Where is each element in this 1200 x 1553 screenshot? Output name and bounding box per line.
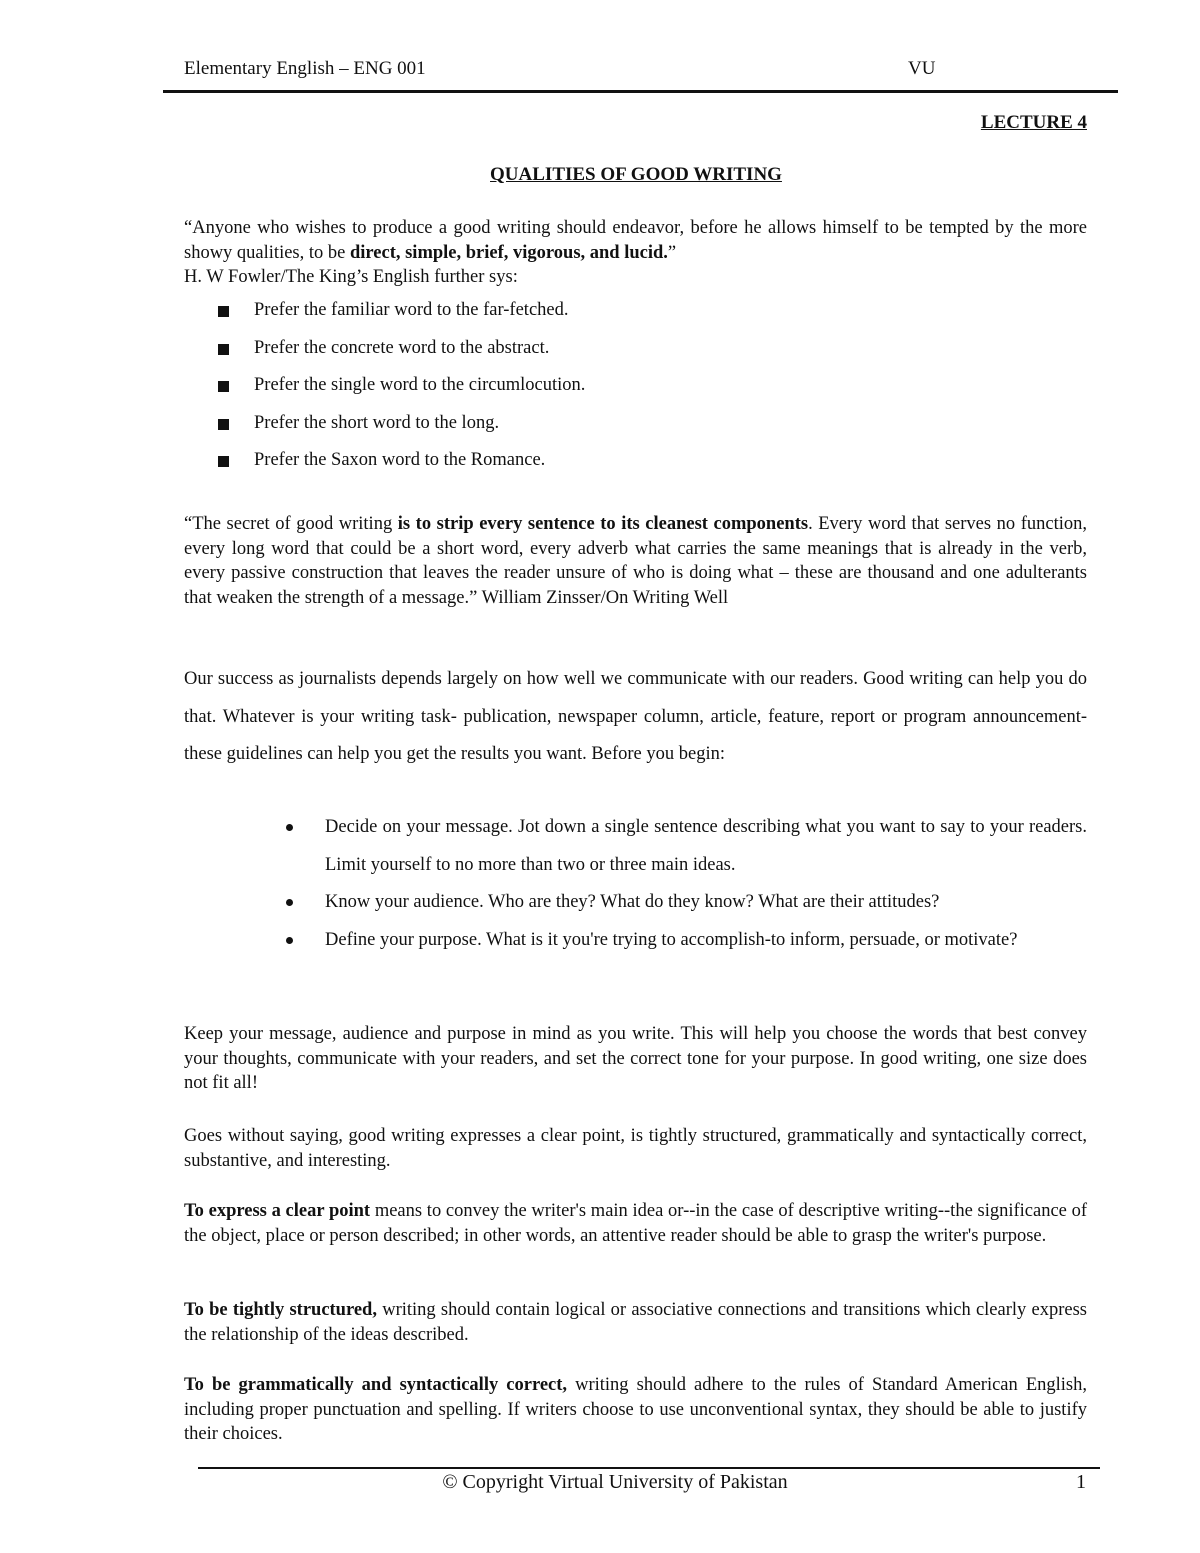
page-number: 1 [1076, 1471, 1086, 1493]
square-bullet-icon [218, 419, 229, 430]
round-bullet-icon [286, 937, 293, 944]
success-paragraph: Our success as journalists depends largely on how well we communicate with our readers. Good writing can help you do that. Whatever is your writing task- publication, newspaper column, article, feature, report or program announcement- these guidelines can help you get the results you want. Before you begin: [184, 669, 1087, 764]
clear-point-paragraph [184, 1199, 1087, 1248]
list-item [218, 300, 585, 338]
square-bullet-icon [218, 381, 229, 392]
header-divider [163, 90, 1118, 93]
university-abbr: VU [908, 58, 936, 79]
list-item [218, 450, 585, 488]
list-item [286, 809, 1087, 884]
zinsser-quote-text: “The secret of good writing [184, 514, 398, 534]
list-item-text: Prefer the Saxon word to the Romance. [254, 450, 546, 470]
clear-point-text: means to convey the writer's main idea or--in the case of descriptive writing--the significance of the object, place or person described; in other words, an attentive reader should be able to grasp the writer's purpose. [184, 1201, 1088, 1246]
course-title: Elementary English – ENG 001 [184, 58, 426, 79]
page-title: QUALITIES OF GOOD WRITING [490, 164, 782, 185]
list-item-text: Prefer the short word to the long. [254, 412, 500, 433]
fowler-quote-close: ” [667, 242, 677, 263]
list-item-text: Prefer the concrete word to the abstract. [254, 337, 550, 358]
grammar-heading: To be grammatically and syntactically correct, [184, 1375, 568, 1395]
zinsser-quote-rest: . Every word that serves no function, every long word that could be a short word, every adverb what carries the same meanings that is already in the verb, every passive construction that leaves the reader unsure of who is doing what – these are thousand and one adulterants that weaken the strength of a message.” William Zinsser/On Writing Well [184, 514, 1087, 608]
round-bullet-icon [286, 824, 293, 831]
list-item-text: Know your audience. Who are they? What do they know? What are their attitudes? [325, 892, 940, 912]
list-item [218, 413, 585, 451]
square-bullet-icon [218, 344, 229, 355]
list-item [286, 922, 1087, 960]
grammar-text: writing should adhere to the rules of Standard American English, including proper punctuation and spelling. If writers choose to use unconventional syntax, they should be able to justify their choices. [184, 1375, 1087, 1444]
square-bullet-icon [218, 456, 229, 467]
lecture-label: LECTURE 4 [980, 112, 1087, 133]
list-item-text: Prefer the single word to the circumlocution. [254, 375, 586, 395]
list-item [286, 884, 1087, 922]
footer-copyright: © Copyright Virtual University of Pakistan [442, 1471, 788, 1493]
list-item-text: Prefer the familiar word to the far-fetched. [254, 300, 569, 320]
fowler-quote-text: “Anyone who wishes to produce a good writing should endeavor, before he allows himself to be tempted by the more showy qualities, to be [184, 218, 1087, 263]
zinsser-quote-bold: is to strip every sentence to its cleanest components [397, 514, 809, 534]
fowler-rules-list [218, 300, 585, 488]
structured-heading: To be tightly structured, [184, 1300, 377, 1320]
grammar-paragraph [184, 1373, 1087, 1447]
list-item [218, 375, 585, 413]
footer-divider [198, 1467, 1100, 1469]
clear-point-heading: To express a clear point [184, 1201, 371, 1221]
fowler-quote-bold: direct, simple, brief, vigorous, and lucid. [349, 242, 668, 263]
list-item-text: Define your purpose. What is it you're trying to accomplish-to inform, persuade, or motivate? [325, 929, 1018, 950]
fowler-attribution: H. W Fowler/The King’s English further sys: [184, 267, 518, 287]
round-bullet-icon [286, 899, 293, 906]
zinsser-quote-paragraph [184, 512, 1087, 610]
list-item [218, 338, 585, 376]
fowler-quote-paragraph [184, 216, 1087, 290]
guidelines-list [286, 809, 1087, 959]
keep-paragraph: Keep your message, audience and purpose in mind as you write. This will help you choose the words that best convey your thoughts, communicate with your readers, and set the correct tone for your purpose. In good writing, one size does not fit all! [184, 1024, 1087, 1093]
list-item-text: Decide on your message. Jot down a single sentence describing what you want to say to your readers. Limit yourself to no more than two or three main ideas. [325, 817, 1087, 875]
square-bullet-icon [218, 306, 229, 317]
goes-paragraph: Goes without saying, good writing expresses a clear point, is tightly structured, grammatically and syntactically correct, substantive, and interesting. [184, 1126, 1087, 1171]
structured-paragraph [184, 1298, 1087, 1347]
structured-text: writing should contain logical or associative connections and transitions which clearly express the relationship of the ideas described. [184, 1300, 1087, 1345]
